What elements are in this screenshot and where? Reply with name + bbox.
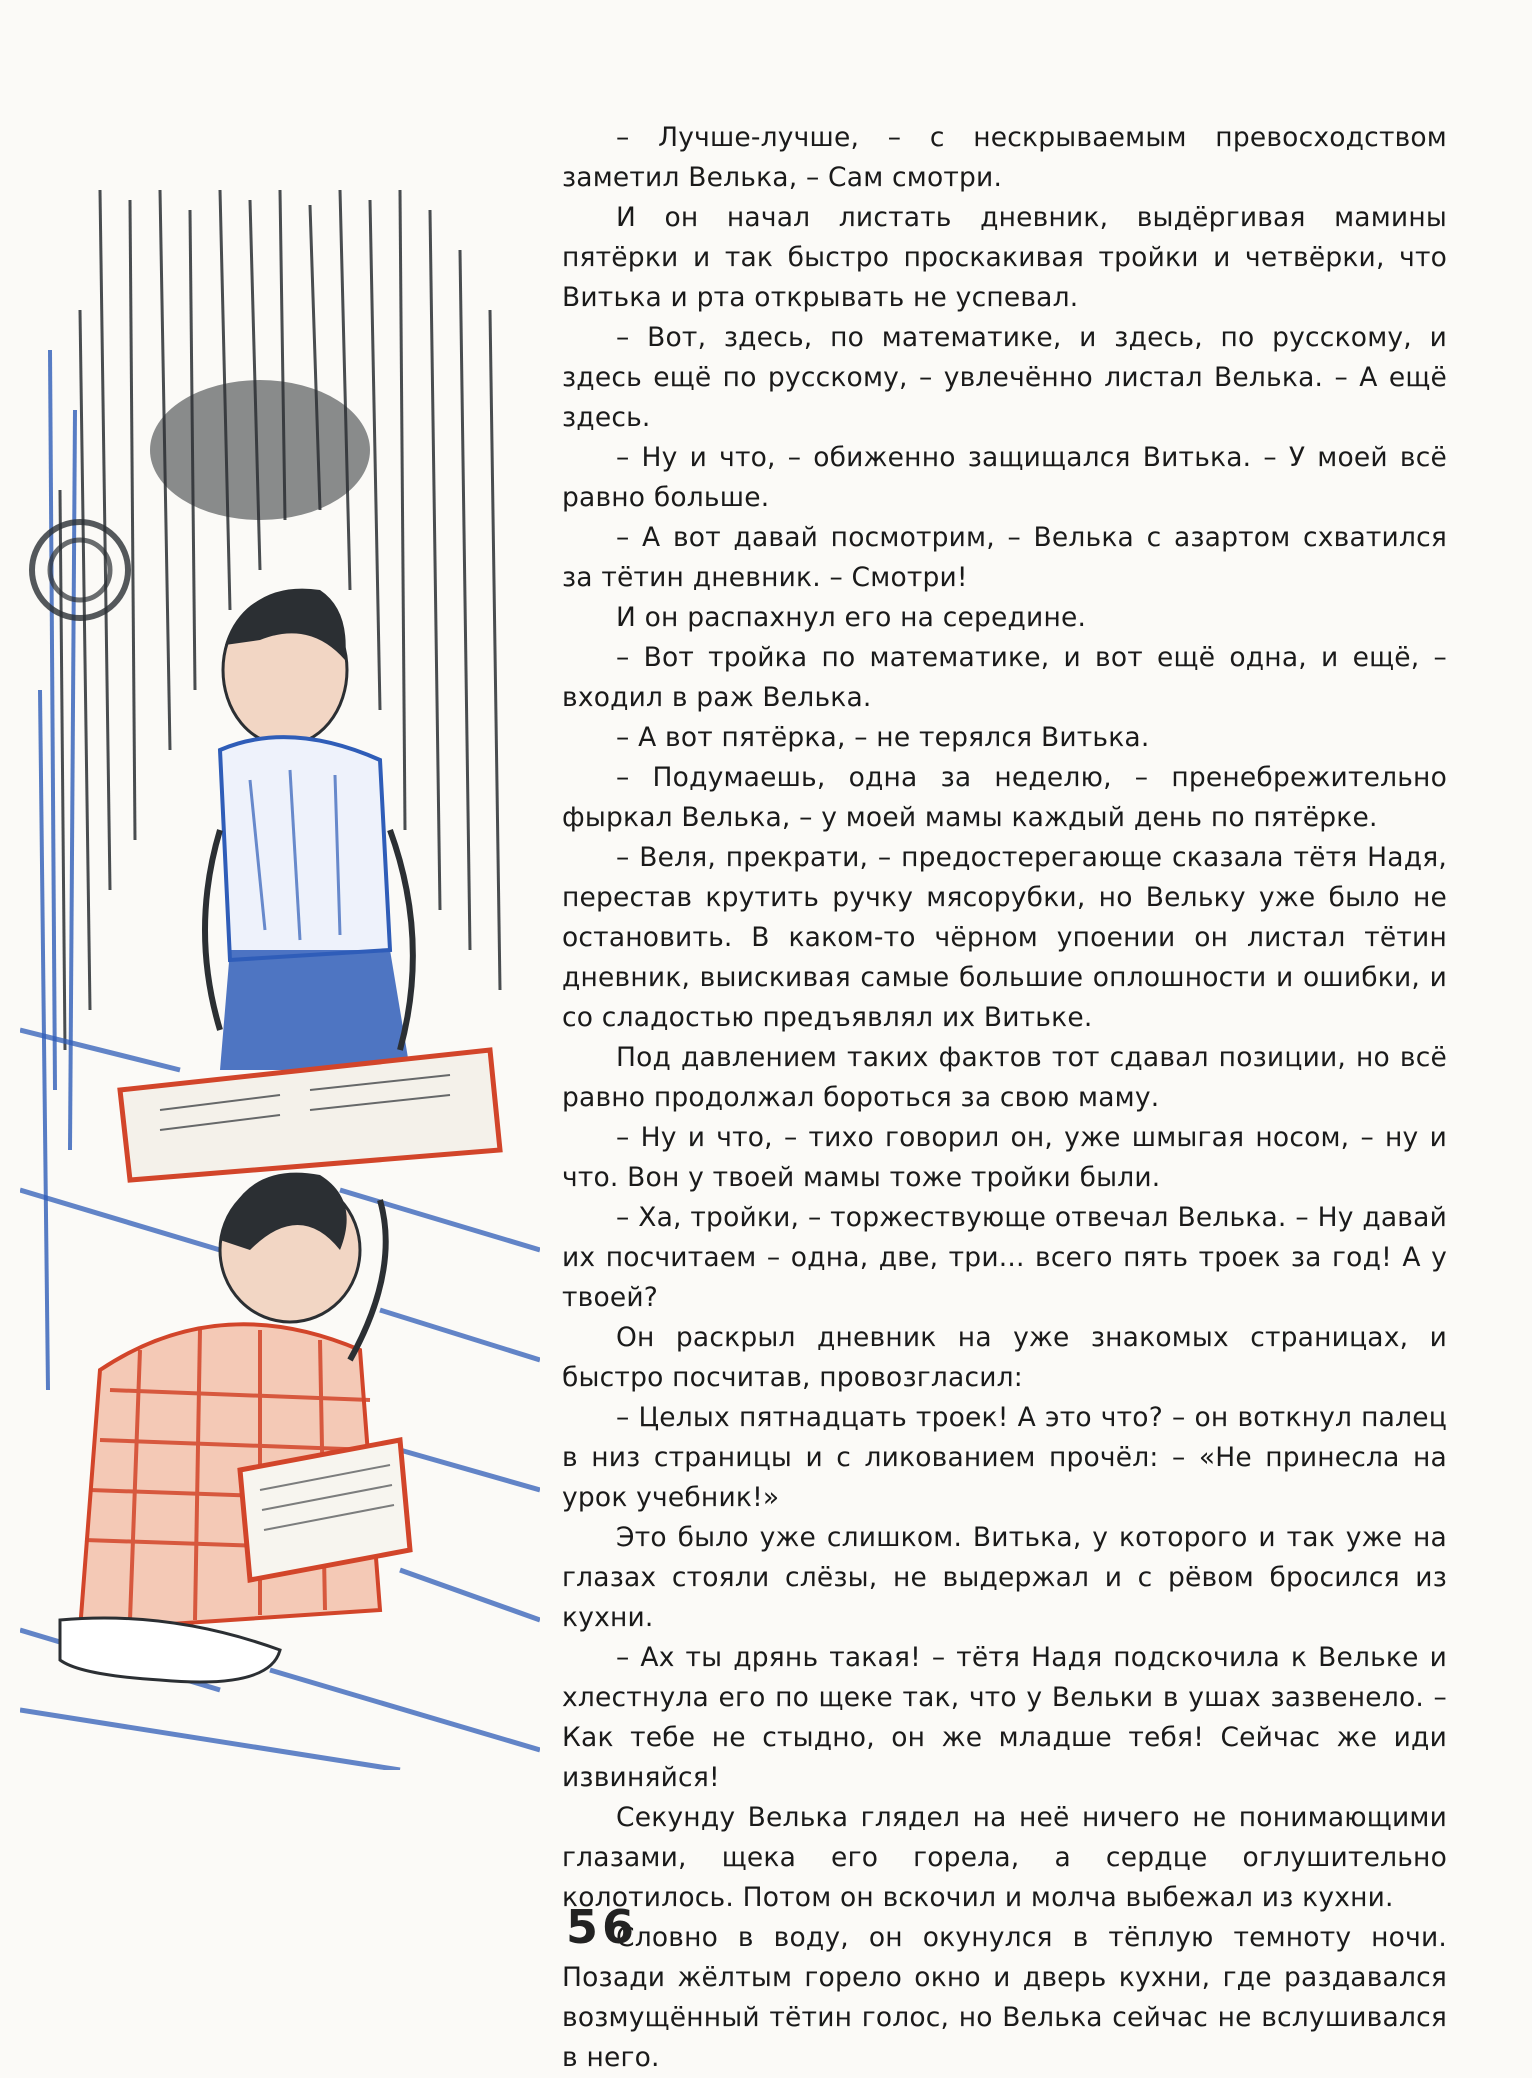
paragraph: – Вот тройка по математике, и вот ещё одна, и ещё, – входил в раж Велька. — [562, 642, 1447, 713]
paragraph: – Ну и что, – обиженно защищался Витька. – У моей всё равно больше. — [562, 442, 1447, 513]
paragraph: Словно в воду, он окунулся в тёплую темноту ночи. Позади жёлтым горело окно и дверь кухни, где раздавался возмущённый тётин голос, но Велька сейчас не вслушивался в него. — [562, 1922, 1447, 2073]
paragraph: Это было уже слишком. Витька, у которого и так уже на глазах стояли слёзы, не выдержал и с рёвом бросился из кухни. — [562, 1522, 1447, 1633]
paragraph: И он распахнул его на середине. — [616, 602, 1087, 633]
paragraph: – Целых пятнадцать троек! А это что? – он воткнул палец в низ страницы и с ликованием прочёл: – «Не принесла на урок учебник!» — [562, 1402, 1447, 1513]
paragraph: – Подумаешь, одна за неделю, – пренебрежительно фыркал Велька, – у моей мамы каждый день по пятёрке. — [562, 762, 1447, 833]
paragraph: – Вот, здесь, по математике, и здесь, по русскому, и здесь ещё по русскому, – увлечённо листал Велька. – А ещё здесь. — [562, 322, 1447, 433]
paragraph: И он начал листать дневник, выдёргивая мамины пятёрки и так быстро проскакивая тройки и четвёрки, что Витька и рта открывать не успевал. — [562, 202, 1447, 313]
paragraph: – А вот пятёрка, – не терялся Витька. — [616, 722, 1150, 753]
illustration-drawing — [20, 190, 540, 1770]
page-number: 56 — [566, 1900, 639, 1954]
paragraph: – Лучше-лучше, – с нескрываемым превосходством заметил Велька, – Сам смотри. — [562, 122, 1447, 193]
paragraph: – Ну и что, – тихо говорил он, уже шмыгая носом, – ну и что. Вон у твоей мамы тоже тройки были. — [562, 1122, 1447, 1193]
story-text — [562, 118, 1447, 2078]
paragraph: Под давлением таких фактов тот сдавал позиции, но всё равно продолжал бороться за свою маму. — [562, 1042, 1447, 1113]
paragraph: – Ха, тройки, – торжествующе отвечал Велька. – Ну давай их посчитаем – одна, две, три... всего пять троек за год! А у твоей? — [562, 1202, 1447, 1313]
paragraph: Он раскрыл дневник на уже знакомых страницах, и быстро посчитав, провозгласил: — [562, 1322, 1447, 1393]
paragraph: – Ах ты дрянь такая! – тётя Надя подскочила к Вельке и хлестнула его по щеке так, что у Вельки в ушах зазвенело. – Как тебе не стыдно, он же младше тебя! Сейчас же иди извиняйся! — [562, 1642, 1447, 1793]
paragraph: Секунду Велька глядел на неё ничего не понимающими глазами, щека его горела, а сердце оглушительно колотилось. Потом он вскочил и молча выбежал из кухни. — [562, 1802, 1447, 1913]
pencil-illustration — [20, 190, 540, 1770]
paragraph: – Веля, прекрати, – предостерегающе сказала тётя Надя, перестав крутить ручку мясорубки, но Вельку уже было не остановить. В каком-то чёрном упоении он листал тётин дневник, выискивая самые большие оплошности и ошибки, и со сладостью предъявлял их Витьке. — [562, 842, 1447, 1033]
paragraph: – А вот давай посмотрим, – Велька с азартом схватился за тётин дневник. – Смотри! — [562, 522, 1447, 593]
